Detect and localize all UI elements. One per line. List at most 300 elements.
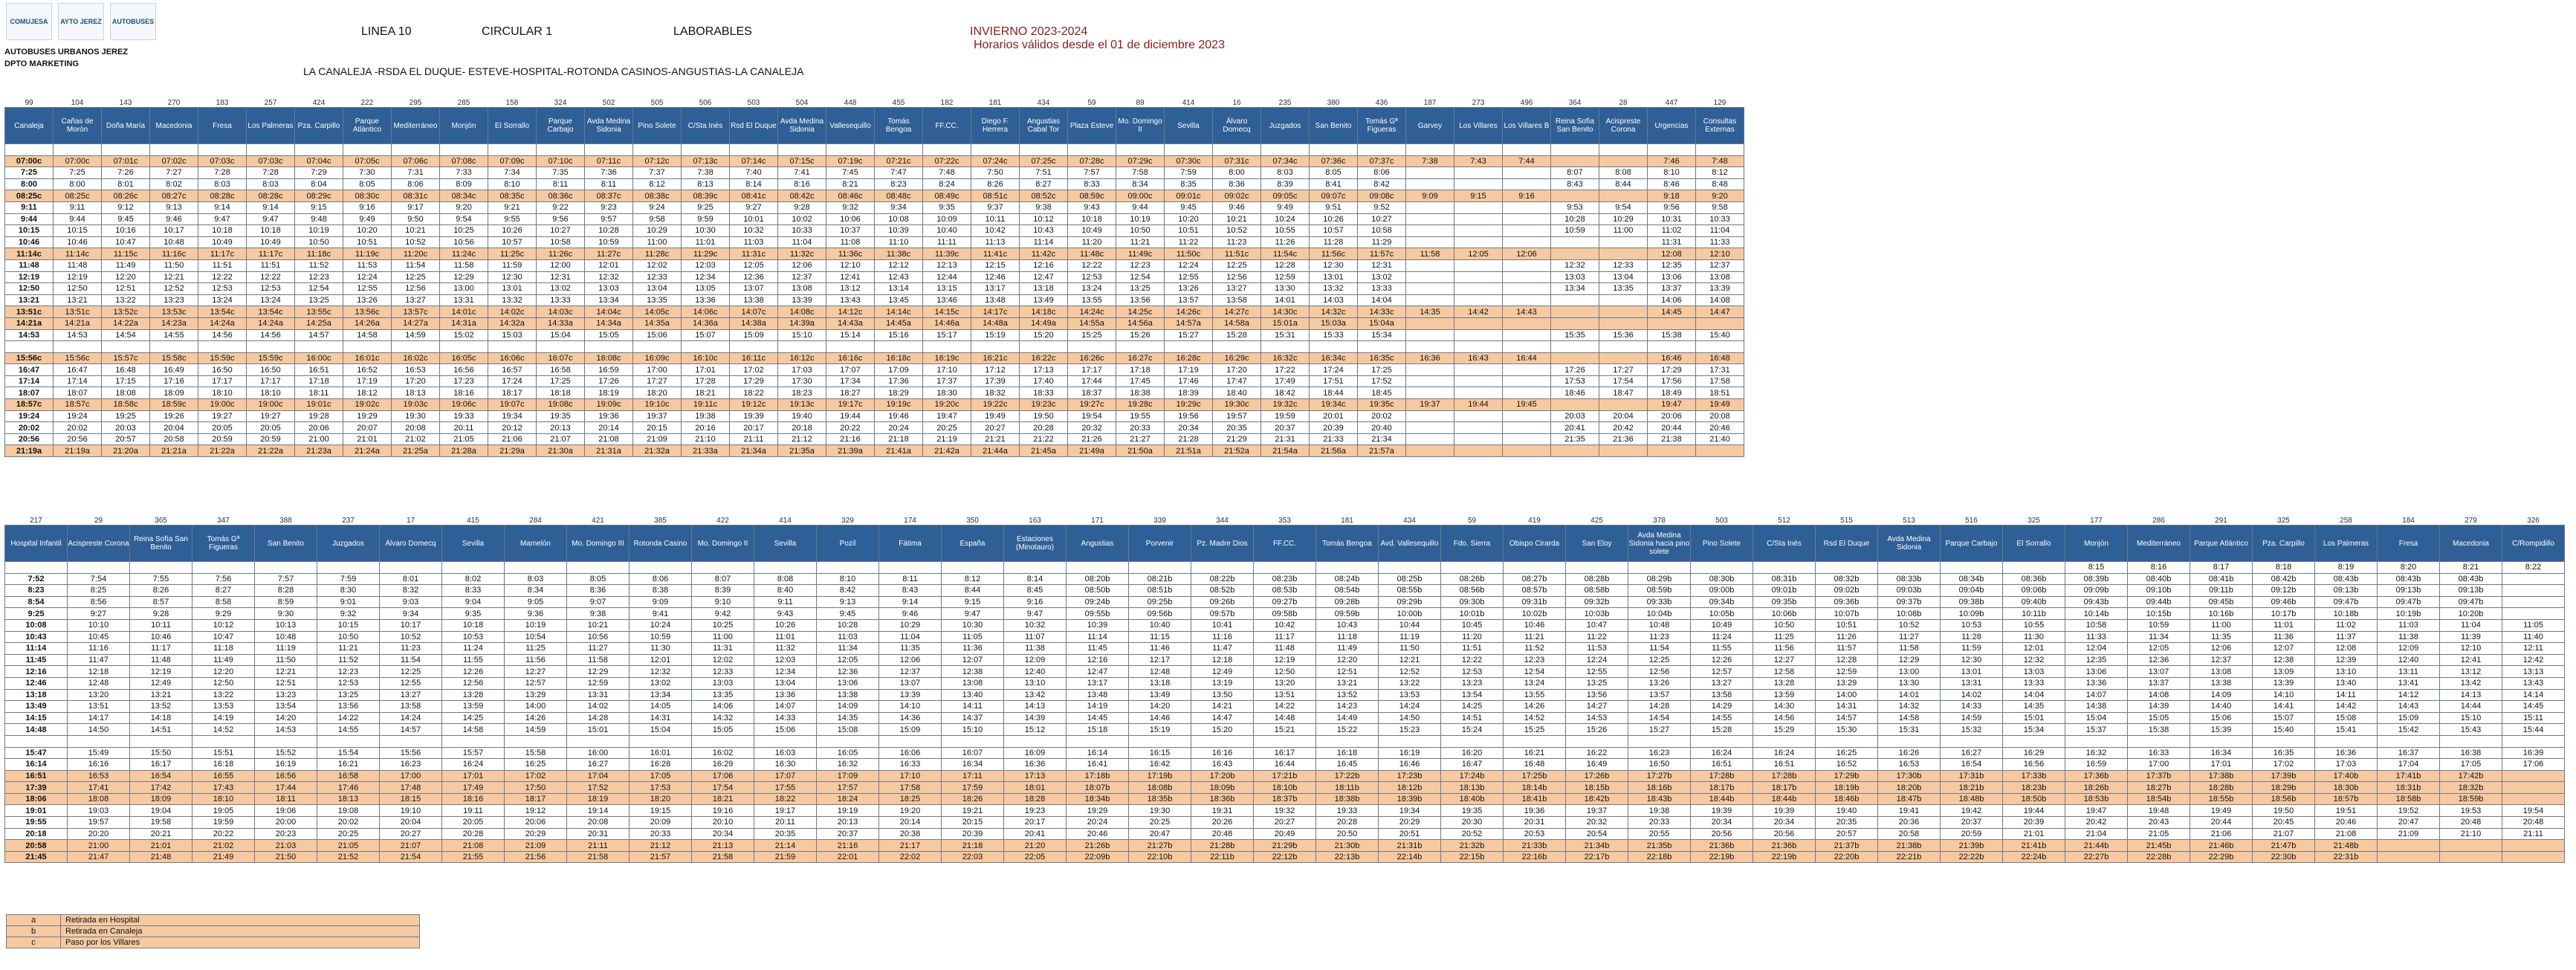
- time-cell: 16:02: [692, 747, 754, 759]
- stop-number: 503: [730, 98, 778, 108]
- time-cell: 20:51: [1379, 828, 1441, 840]
- time-cell: 16:34: [2190, 747, 2253, 759]
- time-cell: [2502, 585, 2565, 597]
- time-cell: 20:25: [923, 422, 971, 434]
- time-cell: 17:41: [68, 782, 130, 794]
- time-cell: 19:29c: [1165, 399, 1213, 411]
- time-cell: 12:23: [1116, 259, 1165, 271]
- time-cell: 18:10: [247, 387, 295, 399]
- time-cell: 18:30b: [2315, 782, 2378, 794]
- time-cell: 18:07b: [1067, 782, 1129, 794]
- time-cell: 16:36: [1004, 759, 1067, 771]
- time-cell: 19:54: [2502, 805, 2565, 817]
- time-cell: 08:41b: [2190, 573, 2253, 585]
- time-cell: 08:34c: [440, 190, 488, 202]
- time-cell: 16:33: [2128, 747, 2190, 759]
- time-cell: 13:05: [682, 283, 730, 295]
- time-cell: 12:34: [682, 271, 730, 283]
- time-cell: 15:44: [2502, 724, 2565, 736]
- time-cell: 20:03: [1551, 410, 1599, 422]
- time-cell: 8:30: [317, 585, 380, 597]
- time-cell: 8:12: [942, 573, 1004, 585]
- time-cell: 14:28: [567, 712, 630, 724]
- time-cell: [343, 341, 392, 353]
- stop-name-header: Sevilla: [442, 526, 505, 562]
- time-cell: 10:46: [130, 631, 192, 643]
- time-cell: 10:28: [585, 225, 633, 237]
- trip-row: [5, 747, 2565, 759]
- time-cell: [1191, 735, 1254, 747]
- time-cell: 11:38c: [875, 248, 923, 260]
- time-cell: 14:26: [1504, 701, 1566, 713]
- time-cell: 18:17b: [1691, 782, 1753, 794]
- time-cell: 14:36: [879, 712, 942, 724]
- time-cell: 14:32: [1878, 701, 1941, 713]
- time-cell: [1504, 562, 1566, 574]
- time-cell: 20:28: [1020, 422, 1068, 434]
- time-cell: 13:06: [2065, 666, 2128, 678]
- time-cell: 8:16: [778, 178, 826, 190]
- time-cell: 9:57: [585, 213, 633, 225]
- time-cell: 10:17: [150, 225, 198, 237]
- time-cell: [1551, 155, 1599, 167]
- stop-name-header: Angustias: [1067, 526, 1129, 562]
- time-cell: 07:15c: [778, 155, 826, 167]
- time-cell: 10:25: [440, 225, 488, 237]
- time-cell: 14:01: [1261, 294, 1310, 306]
- time-cell: 11:08: [826, 236, 875, 248]
- time-cell: 07:34c: [1261, 155, 1310, 167]
- time-cell: 12:26: [1691, 654, 1753, 666]
- time-cell: [1454, 329, 1503, 341]
- trip-row: [5, 805, 2565, 817]
- time-cell: 11:16: [1191, 631, 1254, 643]
- time-cell: [488, 144, 537, 156]
- time-cell: 19:37: [1566, 805, 1628, 817]
- time-cell: 16:46: [1648, 352, 1696, 364]
- time-cell: 13:12: [826, 283, 875, 295]
- time-cell: [1004, 735, 1067, 747]
- stop-number: 421: [567, 516, 630, 526]
- time-cell: 19:24: [54, 410, 102, 422]
- time-cell: 14:25c: [1116, 306, 1165, 318]
- time-cell: 12:27: [505, 666, 567, 678]
- time-cell: 19:27: [198, 410, 247, 422]
- time-cell: 15:42: [2378, 724, 2440, 736]
- time-cell: 10:19: [1116, 213, 1165, 225]
- time-cell: 16:34c: [1310, 352, 1358, 364]
- time-cell: 9:29: [192, 608, 255, 620]
- time-cell: 13:13: [2502, 666, 2565, 678]
- time-cell: 18:44b: [1753, 793, 1816, 805]
- time-cell: 10:18: [1068, 213, 1116, 225]
- time-cell: 9:20: [1696, 190, 1744, 202]
- time-cell: 18:28b: [2190, 782, 2253, 794]
- time-cell: 13:36: [2065, 677, 2128, 689]
- time-cell: 18:19: [567, 793, 630, 805]
- time-cell: 15:40: [1696, 329, 1744, 341]
- time-cell: 21:22: [1020, 433, 1068, 445]
- time-cell: 7:56: [192, 573, 255, 585]
- time-cell: 10:53: [442, 631, 505, 643]
- stop-number: 143: [102, 98, 150, 108]
- time-cell: 13:21: [130, 689, 192, 701]
- time-cell: [1503, 178, 1551, 190]
- stop-number: 171: [1067, 516, 1129, 526]
- time-cell: 16:24: [1691, 747, 1753, 759]
- time-cell: 14:39: [2128, 701, 2190, 713]
- time-cell: 13:38: [817, 689, 879, 701]
- time-cell: 19:37: [1406, 399, 1454, 411]
- time-cell: 8:12: [633, 178, 682, 190]
- time-cell: 13:26: [1628, 677, 1691, 689]
- time-cell: 12:44: [923, 271, 971, 283]
- trip-row: [5, 654, 2565, 666]
- stop-number: 350: [942, 516, 1004, 526]
- time-cell: 15:37: [2065, 724, 2128, 736]
- time-cell: 21:11: [2502, 828, 2565, 840]
- time-cell: 16:06: [879, 747, 942, 759]
- time-cell: [875, 144, 923, 156]
- time-cell: 7:26: [102, 167, 150, 179]
- stop-name-header: Doña María: [102, 108, 150, 144]
- time-cell: 21:06: [488, 433, 537, 445]
- time-cell: 8:05: [567, 573, 630, 585]
- time-cell: 19:55: [5, 817, 68, 829]
- time-cell: [1454, 341, 1503, 353]
- time-cell: 15:05: [585, 329, 633, 341]
- time-cell: 15:05: [692, 724, 754, 736]
- time-cell: 13:34: [585, 294, 633, 306]
- time-cell: 18:26: [942, 793, 1004, 805]
- time-cell: 14:58a: [1213, 317, 1261, 329]
- time-cell: 14:02c: [488, 306, 537, 318]
- time-cell: 17:15: [102, 375, 150, 387]
- trip-row: [5, 155, 1744, 167]
- time-cell: [192, 735, 255, 747]
- time-cell: 13:24: [1068, 283, 1116, 295]
- time-cell: 21:27: [1116, 433, 1165, 445]
- time-cell: 12:57: [1691, 666, 1753, 678]
- time-cell: 12:55: [380, 677, 442, 689]
- time-cell: 12:08: [2315, 643, 2378, 655]
- time-cell: 17:40b: [2315, 770, 2378, 782]
- time-cell: 19:02c: [343, 399, 392, 411]
- time-cell: 11:24: [442, 643, 505, 655]
- stop-name-header: Garvey: [1406, 108, 1454, 144]
- time-cell: 17:39: [5, 782, 68, 794]
- time-cell: 07:05c: [343, 155, 392, 167]
- time-cell: 12:09: [1004, 654, 1067, 666]
- time-cell: 8:57: [130, 596, 192, 608]
- time-cell: 18:11: [255, 793, 317, 805]
- time-cell: 14:04: [1358, 294, 1406, 306]
- time-cell: 14:20: [255, 712, 317, 724]
- time-cell: 13:14: [875, 283, 923, 295]
- time-cell: [1551, 306, 1599, 318]
- time-cell: 19:05: [192, 805, 255, 817]
- time-cell: [2502, 608, 2565, 620]
- time-cell: 11:39: [2440, 631, 2502, 643]
- time-cell: 15:21: [1254, 724, 1316, 736]
- time-cell: 16:15: [1129, 747, 1191, 759]
- time-cell: [5, 735, 68, 747]
- time-cell: 18:39: [1165, 387, 1213, 399]
- time-cell: 09:09b: [2065, 585, 2128, 597]
- time-cell: 19:00c: [247, 399, 295, 411]
- time-cell: 11:23: [1628, 631, 1691, 643]
- time-cell: 12:17: [1129, 654, 1191, 666]
- time-cell: 17:20: [392, 375, 440, 387]
- time-cell: 20:57: [1816, 828, 1878, 840]
- time-cell: 19:53: [2440, 805, 2502, 817]
- trip-row: [5, 562, 2565, 574]
- time-cell: 7:40: [730, 167, 778, 179]
- time-cell: 18:16: [440, 387, 488, 399]
- time-cell: [68, 735, 130, 747]
- time-cell: 15:01: [2003, 712, 2065, 724]
- time-cell: 11:21: [1504, 631, 1566, 643]
- time-cell: 10:55: [2003, 619, 2065, 631]
- time-cell: 21:38b: [1878, 840, 1941, 852]
- time-cell: 12:35: [2065, 654, 2128, 666]
- time-cell: 21:57: [630, 851, 692, 863]
- time-cell: 14:38a: [730, 317, 778, 329]
- time-cell: 15:28: [1213, 329, 1261, 341]
- time-cell: [971, 144, 1020, 156]
- time-cell: [1454, 167, 1503, 179]
- time-cell: 10:47: [192, 631, 255, 643]
- time-cell: 20:59: [1941, 828, 2003, 840]
- time-cell: 10:43: [1316, 619, 1379, 631]
- stop-number: 273: [1454, 98, 1503, 108]
- trip-row: [5, 225, 1744, 237]
- time-cell: 11:22: [1165, 236, 1213, 248]
- time-cell: 14:25: [442, 712, 505, 724]
- stop-name-header: C/Rompidillo: [2502, 526, 2565, 562]
- time-cell: 21:57a: [1358, 445, 1406, 457]
- time-cell: 14:25a: [295, 317, 343, 329]
- time-cell: 20:08: [567, 817, 630, 829]
- time-cell: 18:20: [630, 793, 692, 805]
- time-cell: 10:50: [1116, 225, 1165, 237]
- time-cell: 20:37: [1261, 422, 1310, 434]
- time-cell: 14:43a: [826, 317, 875, 329]
- time-cell: 11:46: [1129, 643, 1191, 655]
- time-cell: 21:30b: [1316, 840, 1379, 852]
- time-cell: 10:52: [380, 631, 442, 643]
- time-cell: 20:39: [2003, 817, 2065, 829]
- time-cell: [1454, 422, 1503, 434]
- time-cell: 19:36: [585, 410, 633, 422]
- time-cell: 21:31b: [1379, 840, 1441, 852]
- time-cell: 11:35: [2190, 631, 2253, 643]
- time-cell: 8:34: [505, 585, 567, 597]
- time-cell: 13:31: [1941, 677, 2003, 689]
- time-cell: 16:01: [630, 747, 692, 759]
- trip-row: [5, 712, 2565, 724]
- time-cell: 21:28: [1165, 433, 1213, 445]
- time-cell: 20:22: [192, 828, 255, 840]
- time-cell: 10:01b: [1441, 608, 1504, 620]
- time-cell: 8:11: [585, 178, 633, 190]
- time-cell: 16:29c: [1213, 352, 1261, 364]
- time-cell: 14:08c: [778, 306, 826, 318]
- time-cell: 14:21a: [54, 317, 102, 329]
- time-cell: 19:21: [942, 805, 1004, 817]
- time-cell: 10:57: [1310, 225, 1358, 237]
- time-cell: 11:04: [778, 236, 826, 248]
- time-cell: 9:34: [380, 608, 442, 620]
- time-cell: 12:32: [630, 666, 692, 678]
- time-cell: 16:41: [1067, 759, 1129, 771]
- stop-number: 424: [295, 98, 343, 108]
- stop-number: 174: [879, 516, 942, 526]
- time-cell: [1503, 341, 1551, 353]
- time-cell: 14:06: [1648, 294, 1696, 306]
- time-cell: 13:30: [1878, 677, 1941, 689]
- time-cell: 11:17c: [247, 248, 295, 260]
- time-cell: [1599, 306, 1648, 318]
- time-cell: 13:25: [1566, 677, 1628, 689]
- time-cell: 21:36b: [1691, 840, 1753, 852]
- time-cell: 21:35a: [778, 445, 826, 457]
- time-cell: 10:30: [682, 225, 730, 237]
- time-cell: 07:02c: [150, 155, 198, 167]
- time-cell: 14:25: [1441, 701, 1504, 713]
- stop-name-header: Parque Atlántico: [2190, 526, 2253, 562]
- time-cell: 13:43: [2502, 677, 2565, 689]
- time-cell: 17:04: [2378, 759, 2440, 771]
- time-cell: 8:00: [5, 178, 54, 190]
- time-cell: 19:52: [2378, 805, 2440, 817]
- time-cell: 8:11: [879, 573, 942, 585]
- time-cell: [2128, 735, 2190, 747]
- time-cell: 17:33b: [2003, 770, 2065, 782]
- time-cell: 19:42: [1941, 805, 2003, 817]
- time-cell: 10:33: [1696, 213, 1744, 225]
- time-cell: 12:53: [317, 677, 380, 689]
- time-cell: 15:31: [1878, 724, 1941, 736]
- time-cell: 09:59b: [1316, 608, 1379, 620]
- time-cell: 9:14: [247, 201, 295, 213]
- time-cell: 12:28: [1261, 259, 1310, 271]
- time-cell: 19:27: [247, 410, 295, 422]
- time-cell: 14:45: [2502, 701, 2565, 713]
- time-cell: 22:29b: [2190, 851, 2253, 863]
- time-cell: 14:11: [942, 701, 1004, 713]
- time-cell: 18:47: [1599, 387, 1648, 399]
- time-cell: 13:22: [102, 294, 150, 306]
- time-cell: 21:21: [971, 433, 1020, 445]
- time-cell: 12:50: [1254, 666, 1316, 678]
- time-cell: 08:54b: [1316, 585, 1379, 597]
- time-cell: 10:19b: [2378, 608, 2440, 620]
- time-cell: 17:24: [1310, 364, 1358, 376]
- time-cell: 11:51: [247, 259, 295, 271]
- legend: [6, 914, 420, 948]
- stop-name-header: Los Palmeras: [247, 108, 295, 144]
- time-cell: 16:14: [1067, 747, 1129, 759]
- time-cell: [585, 144, 633, 156]
- time-cell: 13:01: [488, 283, 537, 295]
- time-cell: 17:12: [971, 364, 1020, 376]
- time-cell: 13:40: [942, 689, 1004, 701]
- time-cell: 11:47: [1191, 643, 1254, 655]
- legend-row: [7, 937, 420, 948]
- trip-row: [5, 271, 1744, 283]
- time-cell: [1454, 236, 1503, 248]
- time-cell: 17:54: [1599, 375, 1648, 387]
- time-cell: 8:28: [255, 585, 317, 597]
- time-cell: 12:51: [255, 677, 317, 689]
- time-cell: 08:26c: [102, 190, 150, 202]
- legend-text: Retirada en Hospital: [61, 915, 420, 926]
- time-cell: 7:50: [971, 167, 1020, 179]
- time-cell: 7:59: [317, 573, 380, 585]
- time-cell: [2502, 573, 2565, 585]
- time-cell: 21:14: [754, 840, 817, 852]
- time-cell: 09:47b: [2315, 596, 2378, 608]
- time-cell: 13:39: [1696, 283, 1744, 295]
- time-cell: 14:44: [2440, 701, 2502, 713]
- time-cell: 16:07c: [537, 352, 585, 364]
- time-cell: [1454, 445, 1503, 457]
- time-cell: 21:36: [1599, 433, 1648, 445]
- time-cell: 21:17: [879, 840, 942, 852]
- time-cell: [442, 735, 505, 747]
- time-cell: 8:41: [1310, 178, 1358, 190]
- time-cell: 17:27b: [1628, 770, 1691, 782]
- time-cell: 20:29: [505, 828, 567, 840]
- time-cell: 10:42: [1254, 619, 1316, 631]
- time-cell: 15:25: [1068, 329, 1116, 341]
- time-cell: 10:29: [879, 619, 942, 631]
- time-cell: 10:18: [247, 225, 295, 237]
- stop-number: 183: [198, 98, 247, 108]
- time-cell: 8:03: [505, 573, 567, 585]
- time-cell: 20:31: [1504, 817, 1566, 829]
- time-cell: 20:05: [247, 422, 295, 434]
- time-cell: 21:22a: [247, 445, 295, 457]
- time-cell: 09:13b: [2315, 585, 2378, 597]
- time-cell: 10:07b: [1816, 608, 1878, 620]
- trip-row: [5, 445, 1744, 457]
- time-cell: 15:30: [1816, 724, 1878, 736]
- time-cell: 19:24: [5, 410, 54, 422]
- time-cell: 11:53: [1566, 643, 1628, 655]
- time-cell: 10:08: [5, 619, 68, 631]
- time-cell: 15:27: [1165, 329, 1213, 341]
- time-cell: 10:18: [442, 619, 505, 631]
- time-cell: 19:30: [392, 410, 440, 422]
- time-cell: [1316, 735, 1379, 747]
- time-cell: 11:48: [1254, 643, 1316, 655]
- time-cell: 10:09: [923, 213, 971, 225]
- time-cell: 16:57: [488, 364, 537, 376]
- time-cell: 18:13: [317, 793, 380, 805]
- time-cell: 10:39: [1067, 619, 1129, 631]
- time-cell: 8:23: [5, 585, 68, 597]
- time-cell: 18:13b: [1441, 782, 1504, 794]
- time-cell: 11:17c: [198, 248, 247, 260]
- route-description: LA CANALEJA -RSDA EL DUQUE- ESTEVE-HOSPITAL-ROTONDA CASINOS-ANGUSTIAS-LA CANALEJA: [303, 65, 804, 77]
- time-cell: [247, 144, 295, 156]
- time-cell: 14:19: [192, 712, 255, 724]
- time-cell: 21:33: [1310, 433, 1358, 445]
- time-cell: 14:59: [1941, 712, 2003, 724]
- time-cell: 10:20: [343, 225, 392, 237]
